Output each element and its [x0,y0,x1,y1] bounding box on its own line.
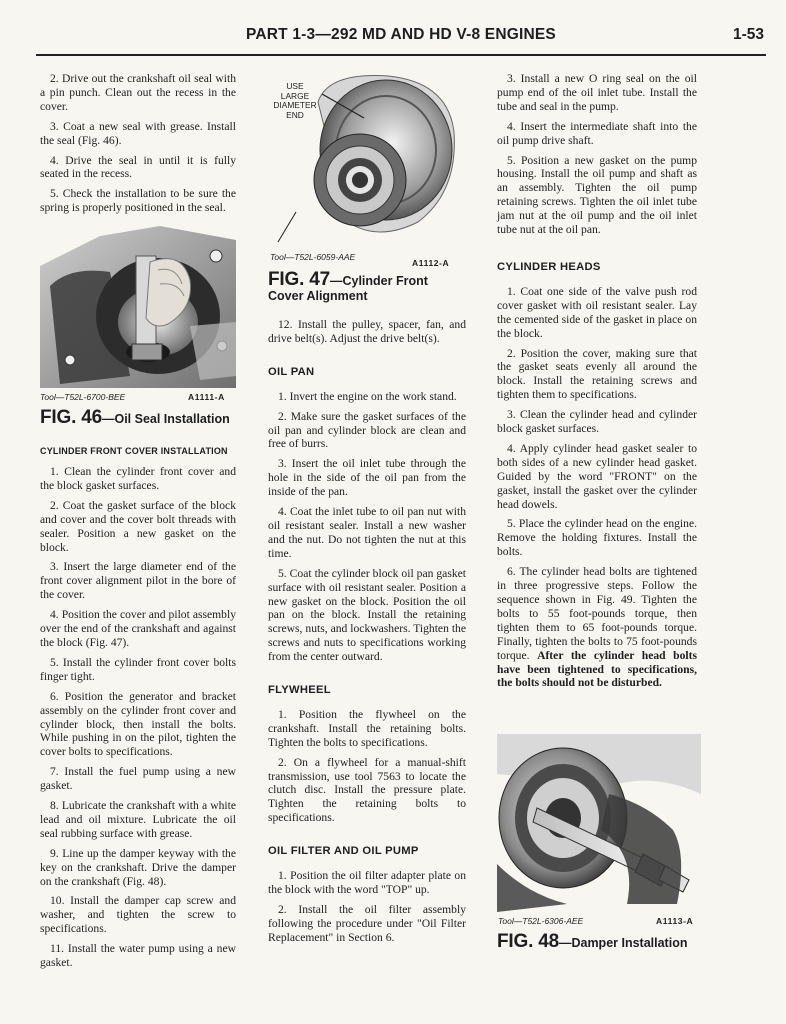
paragraph: 4. Insert the intermediate shaft into the oil pump drive shaft. [497,119,697,147]
column-2 [268,318,466,951]
page-header [36,20,766,56]
fig-46-art-id: A1111-A [188,392,225,402]
paragraph: 4. Apply cylinder head gasket sealer to both sides of a new cylinder head gasket. Guided by the word "FRONT" on the gasket, install the gasket over the cylinder head dowels. [497,441,697,511]
fig-48-tool-label: Tool—T52L-6306-AEE [498,916,584,926]
fig-46-title: —Oil Seal Installation [101,412,230,426]
column-1-top [40,72,236,221]
section-head-cylinder-heads: CYLINDER HEADS [497,260,601,273]
paragraph: 3. Clean the cylinder head and cylinder block gasket surfaces. [497,408,697,436]
damper-installation-illustration [497,734,701,912]
paragraph: 4. Coat the inlet tube to oil pan nut with oil resistant sealer. Install a new washer and the nut. Do not tighten the nut at this time. [268,505,466,560]
fig-48-title: —Damper Installation [558,936,688,950]
paragraph: 3. Coat a new seal with grease. Install the seal (Fig. 46). [40,119,236,147]
page-number: 1-53 [732,26,764,43]
fig-47-caption [268,269,464,304]
fig-48-caption [497,931,707,952]
paragraph: 1. Clean the cylinder front cover and the block gasket surfaces. [40,465,236,492]
paragraph: 3. Insert the oil inlet tube through the hole in the side of the oil pan from the inside of the pan. [268,457,466,499]
paragraph: 1. Invert the engine on the work stand. [278,389,457,403]
callout-line: USE [286,81,304,91]
paragraph: 5. Place the cylinder head on the engine. Remove the holding fixtures. Install the bolts. [497,517,697,559]
fig-47-number: FIG. 47 [268,269,330,290]
section-head-flywheel: FLYWHEEL [268,684,331,697]
paragraph: 6. Position the generator and bracket assembly on the cylinder front cover and cylinder block, then install the bolts. While pushing in on the pilot, tighten the cover bolts to specifications. [40,689,236,759]
fig-47-callout [270,82,320,120]
section-head-oil-pan: OIL PAN [268,365,315,378]
fig-46-number: FIG. 46 [40,407,102,428]
paragraph: 5. Coat the cylinder block oil pan gasket surface with oil resistant sealer. Position a new gasket on the block. Position the oil pan on the block. Install the retaining screws, nuts, and lockwashers. Tighten the screws and nuts to specifications working from the center outward. [268,566,466,664]
callout-line: END [286,109,304,120]
paragraph: 4. Drive the seal in until it is fully seated in the recess. [40,153,236,181]
header-title: PART 1-3—292 MD AND HD V-8 ENGINES [246,26,556,43]
paragraph: 5. Position a new gasket on the pump housing. Install the oil pump and shaft as an assembly. Tighten the oil pump retaining screws. Tighten the oil inlet tube jam nut at the oil pump and the oil inlet tube nut at the oil pan. [497,153,697,237]
paragraph: 2. Position the cover, making sure that the gasket seats evenly all around the block. Install the retaining screws and tighten them to specifications. [497,346,697,402]
fig-47-art-id: A1112-A [412,258,450,268]
section-head-oil-filter: OIL FILTER AND OIL PUMP [268,845,419,858]
fig-46-tool-label: Tool—T52L-6700-BEE [40,392,126,402]
column-3 [497,72,697,696]
paragraph: 2. Install the oil filter assembly following the procedure under "Oil Filter Replacement" in Section 6. [268,902,466,944]
paragraph: 4. Position the cover and pilot assembly over the end of the crankshaft and against the block (Fig. 47). [40,608,236,649]
paragraph: 5. Check the installation to be sure the spring is properly positioned in the seal. [40,187,236,215]
paragraph: 1. Position the oil filter adapter plate on the block with the word "TOP" up. [268,869,466,896]
paragraph: 3. Insert the large diameter end of the front cover alignment pilot in the bore of the cover. [40,560,236,602]
paragraph: 9. Line up the damper keyway with the key on the crankshaft. Drive the damper on the crankshaft (Fig. 48). [40,846,236,888]
fig-47-tool-label: Tool—T52L-6059-AAE [270,252,356,262]
oil-seal-installation-illustration [40,226,236,388]
paragraph: 8. Lubricate the crankshaft with a white lead and oil mixture. Lubricate the oil seal rubbing surface with grease. [40,799,236,840]
paragraph: 3. Install a new O ring seal on the oil pump end of the oil inlet tube. Install the tube and seal in the pump. [497,72,697,113]
paragraph: 5. Install the cylinder front cover bolts finger tight. [40,655,236,683]
paragraph: 2. Drive out the crankshaft oil seal with a pin punch. Clean out the recess in the cover. [40,72,236,113]
section-subhead: CYLINDER FRONT COVER INSTALLATION [40,446,228,456]
paragraph: 2. Coat the gasket surface of the block and cover and the cover bolt threads with sealer. Position a new gasket on the block. [40,498,236,554]
fig-48-photo [497,734,701,912]
paragraph: 7. Install the fuel pump using a new gasket. [40,765,236,793]
paragraph: 12. Install the pulley, spacer, fan, and drive belt(s). Adjust the drive belt(s). [268,318,466,345]
callout-line: DIAMETER [273,100,317,110]
fig-47-title: —Cylinder Front Cover Alignment [268,274,428,303]
paragraph-text: 6. The cylinder head bolts are tightened in three progressive steps. Follow the sequence shown in Fig. 49. Tighten the bolts to 55 foot-pounds torque, then tighten them to 65 foot-pounds torque. Finally, tighten the bolts to 75 foot-pounds torque. [497,565,697,662]
paragraph: 1. Coat one side of the valve push rod cover gasket with oil resistant sealer. Lay the cemented side of the gasket in place on the block. [497,284,697,340]
column-1-bottom [40,446,236,976]
callout-line: LARGE [280,90,310,101]
paragraph: 1. Position the flywheel on the crankshaft. Install the retaining bolts. Tighten the bolts to specifications. [268,707,466,749]
paragraph [497,565,697,690]
paragraph-bold-text: After the cylinder head bolts have been tightened to specifications, the bolts should not be disturbed. [497,648,697,690]
fig-46-caption [40,407,240,428]
paragraph: 2. On a flywheel for a manual-shift transmission, use tool 7563 to locate the clutch disc. Install the pressure plate. Tighten the retaining bolts to specifications. [268,755,466,825]
fig-48-art-id: A1113-A [656,916,694,926]
fig-46-photo [40,226,236,388]
paragraph: 10. Install the damper cap screw and washer, and tighten the screw to specifications. [40,894,236,936]
paragraph: 11. Install the water pump using a new gasket. [40,942,236,970]
paragraph: 2. Make sure the gasket surfaces of the oil pan and cylinder block are clean and free of burrs. [268,409,466,451]
fig-48-number: FIG. 48 [497,931,559,952]
